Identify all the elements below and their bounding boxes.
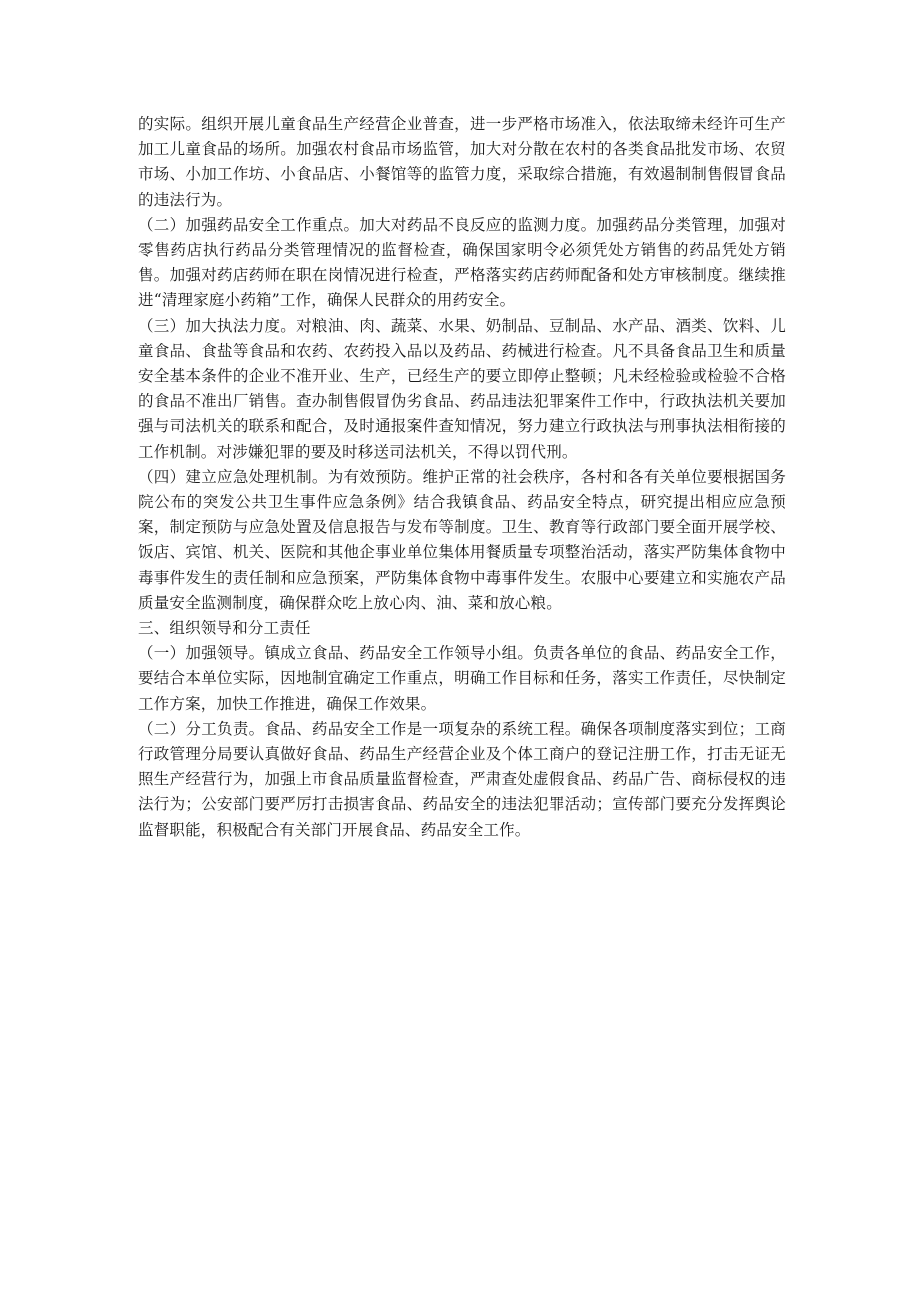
paragraph-leadership: （一）加强领导。镇成立食品、药品安全工作领导小组。负责各单位的食品、药品安全工作，要结合本单位实际，因地制宜确定工作重点，明确工作目标和任务，落实工作责任，尽快制定工作方案，加快工作推进，确保工作效果。	[138, 644, 786, 713]
document-body	[138, 112, 786, 843]
section-heading-organization: 三、组织领导和分工责任	[138, 619, 311, 638]
paragraph-division-of-responsibility: （二）分工负责。食品、药品安全工作是一项复杂的系统工程。确保各项制度落实到位；工商行政管理分局要认真做好食品、药品生产经营企业及个体工商户的登记注册工作，打击无证无照生产经营行为，加强上市食品质量监督检查，严肃查处虚假食品、药品广告、商标侵权的违法行为；公安部门要严厉打击损害食品、药品安全的违法犯罪活动；宣传部门要充分发挥舆论监督职能，积极配合有关部门开展食品、药品安全工作。	[138, 719, 786, 839]
paragraph-drug-safety: （二）加强药品安全工作重点。加大对药品不良反应的监测力度。加强药品分类管理，加强对零售药店执行药品分类管理情况的监督检查，确保国家明令必须凭处方销售的药品凭处方销售。加强对药店药师在职在岗情况进行检查，严格落实药店药师配备和处方审核制度。继续推进“清理家庭小药箱”工作，确保人民群众的用药安全。	[138, 215, 786, 310]
paragraph-children-food-supervision: 的实际。组织开展儿童食品生产经营企业普查，进一步严格市场准入，依法取缔未经许可生产加工儿童食品的场所。加强农村食品市场监管，加大对分散在农村的各类食品批发市场、农贸市场、小加工作坊、小食品店、小餐馆等的监管力度，采取综合措施，有效遏制制售假冒食品的违法行为。	[138, 115, 786, 209]
paragraph-emergency-mechanism: （四）建立应急处理机制。为有效预防。维护正常的社会秩序，各村和各有关单位要根据国务院公布的突发公共卫生事件应急条例》结合我镇食品、药品安全特点，研究提出相应应急预案，制定预防与应急处置及信息报告与发布等制度。卫生、教育等行政部门要全面开展学校、饭店、宾馆、机关、医院和其他企事业单位集体用餐质量专项整治活动，落实严防集体食物中毒事件发生的责任制和应急预案，严防集体食物中毒事件发生。农服中心要建立和实施农产品质量安全监测制度，确保群众吃上放心肉、油、菜和放心粮。	[138, 467, 786, 612]
paragraph-law-enforcement: （三）加大执法力度。对粮油、肉、蔬菜、水果、奶制品、豆制品、水产品、酒类、饮料、儿童食品、食盐等食品和农药、农药投入品以及药品、药械进行检查。凡不具备食品卫生和质量安全基本条件的企业不准开业、生产，已经生产的要立即停止整顿；凡未经检验或检验不合格的食品不准出厂销售。查办制售假冒伪劣食品、药品违法犯罪案件工作中，行政执法机关要加强与司法机关的联系和配合，及时通报案件查知情况，努力建立行政执法与刑事执法相衔接的工作机制。对涉嫌犯罪的要及时移送司法机关，不得以罚代刑。	[138, 316, 786, 461]
